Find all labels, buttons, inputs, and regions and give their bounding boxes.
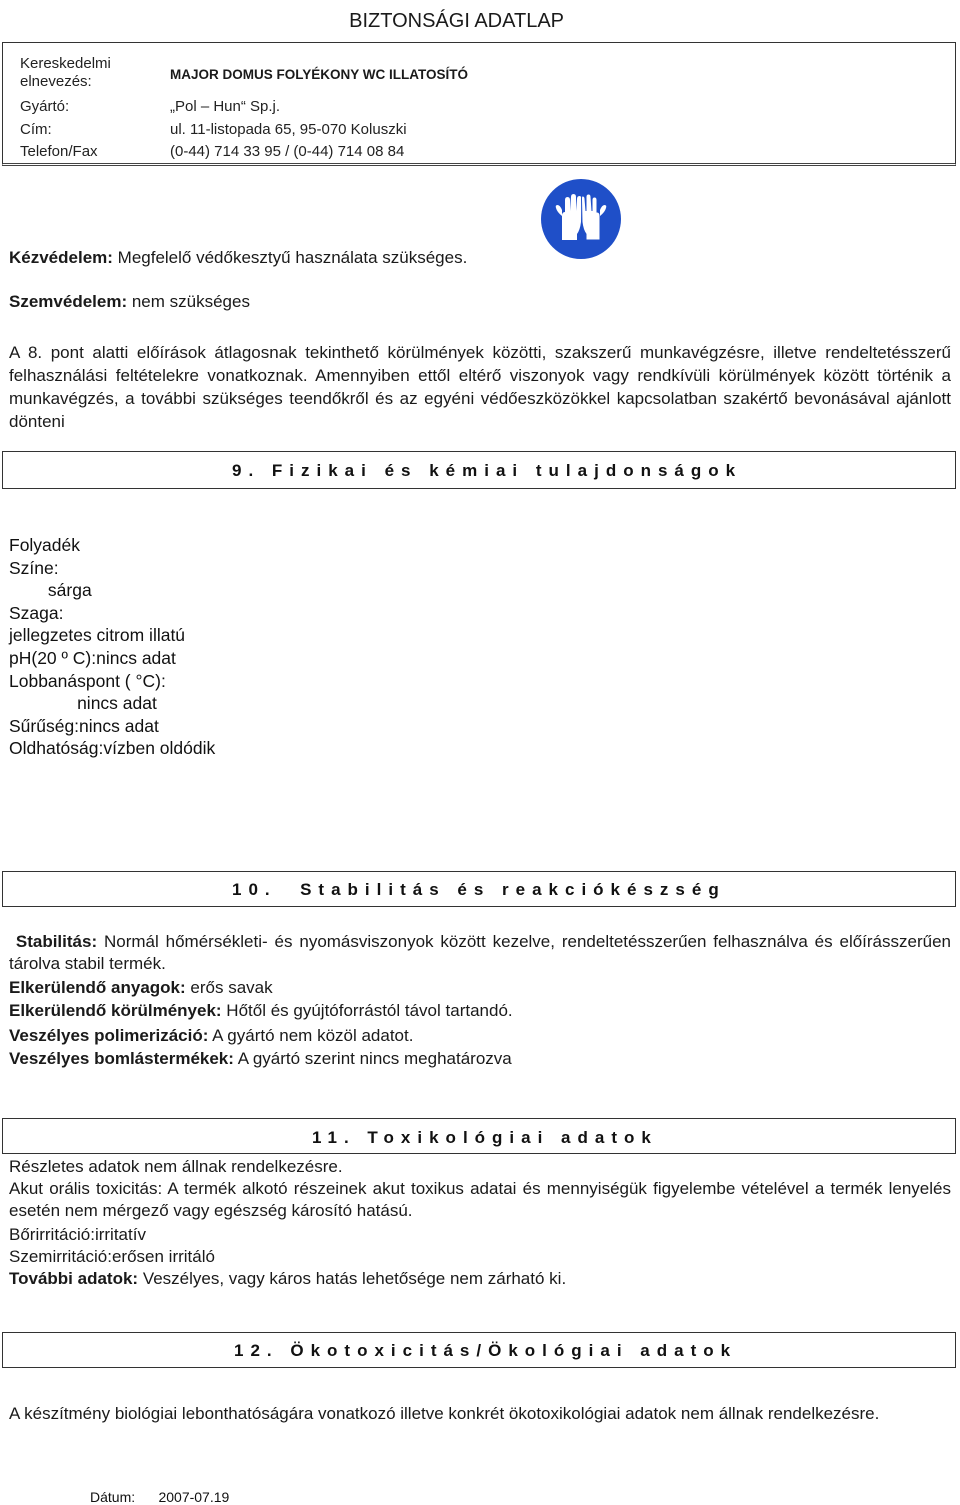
address-value: ul. 11-listopada 65, 95-070 Koluszki [170, 121, 407, 138]
header-box [2, 42, 956, 166]
trade-name-label: Kereskedelmi elnevezés: [20, 55, 111, 90]
manufacturer-label: Gyártó: [20, 98, 70, 115]
property-line: pH(20 º C):nincs adat [9, 647, 176, 668]
polymerization-label: Veszélyes polimerizáció: [9, 1026, 209, 1045]
address-label: Cím: [20, 121, 52, 138]
eye-protection-text: nem szükséges [127, 292, 250, 311]
date-label: Dátum: [90, 1489, 136, 1505]
eye-protection-label: Szemvédelem: [9, 292, 128, 311]
avoid-conditions-label: Elkerülendő körülmények: [9, 1001, 222, 1020]
property-line: sárga [9, 580, 92, 601]
phone-label: Telefon/Fax [20, 143, 98, 160]
phone-value: (0-44) 714 33 95 / (0-44) 714 08 84 [170, 143, 405, 160]
decomposition-text: A gyártó szerint nincs meghatározva [233, 1049, 512, 1068]
hand-protection-text: Megfelelő védőkesztyű használata szükséges. [112, 248, 468, 267]
property-line: Sűrűség:nincs adat [9, 715, 159, 736]
section10-title [2, 871, 956, 907]
section10-title-text: 10. Stabilitás és reakciókészség [232, 880, 726, 899]
eye-protection-line [9, 290, 250, 313]
manufacturer-value: „Pol – Hun“ Sp.j. [170, 98, 281, 115]
avoid-materials-line [9, 976, 273, 999]
acute-toxicity: Akut orális toxicitás: A termék alkotó részeinek akut toxikus adatai és mennyiségük figyelembe vételével a termék lenyelés esetén nem mérgező vagy egészség károsító hatású. [9, 1179, 951, 1220]
property-line: nincs adat [9, 693, 157, 714]
decomposition-line [9, 1047, 512, 1070]
section11-title [2, 1118, 956, 1154]
section8-paragraph: A 8. pont alatti előírások átlagosnak tekinthető körülmények közötti, szakszerű munkavégzésre, illetve rendeltetésszerű felhasználási feltételekre vonatkoznak. Amennyiben ettől eltérő viszonyok vagy rendkívüli körülmények között történik a munkavégzés, a további szükséges teendőkről és az egyéni védőeszközökkel kapcsolatban szakértő bevonásával ajánlott dönteni [9, 343, 951, 431]
property-line: jellegzetes citrom illatú [9, 625, 186, 646]
stability-text: Normál hőmérsékleti- és nyomásviszonyok között kezelve, rendeltetésszerűen felhasználva és előírásszerűen tárolva stabil termék. [9, 932, 951, 973]
avoid-conditions-text: Hőtől és gyújtóforrástól távol tartandó. [221, 1001, 513, 1020]
skin-irritation: Bőrirritáció:irritatív [9, 1225, 146, 1244]
ecotoxicity-paragraph: A készítmény biológiai lebonthatóságára vonatkozó illetve konkrét ökotoxikológiai adatok nem állnak rendelkezésre. [9, 1404, 880, 1423]
decomposition-label: Veszélyes bomlástermékek: [9, 1049, 234, 1068]
property-line: Lobbanáspont ( °C): [9, 670, 166, 691]
hand-protection-line [9, 246, 467, 269]
section12-title-text: 12. Ökotoxicitás/Ökológiai adatok [234, 1341, 738, 1360]
further-info-line [9, 1267, 566, 1290]
property-line: Szaga: [9, 602, 64, 623]
section12-title [2, 1332, 956, 1368]
protective-gloves-icon [540, 178, 622, 260]
section11-title-text: 11. Toxikológiai adatok [312, 1128, 658, 1147]
section9-title-text: 9. Fizikai és kémiai tulajdonságok [232, 461, 743, 480]
further-info-text: Veszélyes, vagy káros hatás lehetősége nem zárható ki. [138, 1269, 567, 1288]
stability-label: Stabilitás: [15, 932, 98, 951]
footer-date [90, 1489, 229, 1505]
avoid-materials-text: erős savak [185, 978, 273, 997]
further-info-label: További adatok: [9, 1269, 139, 1288]
property-line: Folyadék [9, 535, 81, 555]
polymerization-text: A gyártó nem közöl adatot. [208, 1026, 414, 1045]
physical-properties-list [9, 534, 215, 760]
hand-protection-label: Kézvédelem: [9, 248, 113, 267]
document-title: BIZTONSÁGI ADATLAP [349, 10, 564, 32]
stability-paragraph [9, 931, 951, 975]
eye-irritation: Szemirritáció:erősen irritáló [9, 1247, 215, 1266]
property-line: Oldhatóság:vízben oldódik [9, 738, 216, 759]
polymerization-line [9, 1024, 413, 1047]
toxicology-no-data: Részletes adatok nem állnak rendelkezésre. [9, 1157, 343, 1176]
date-value: 2007-07.19 [158, 1489, 230, 1505]
trade-name-value: MAJOR DOMUS FOLYÉKONY WC ILLATOSÍTÓ [170, 67, 469, 82]
property-line: Színe: [9, 557, 59, 578]
avoid-materials-label: Elkerülendő anyagok: [9, 978, 186, 997]
section9-title [2, 451, 956, 489]
avoid-conditions-line [9, 999, 513, 1022]
